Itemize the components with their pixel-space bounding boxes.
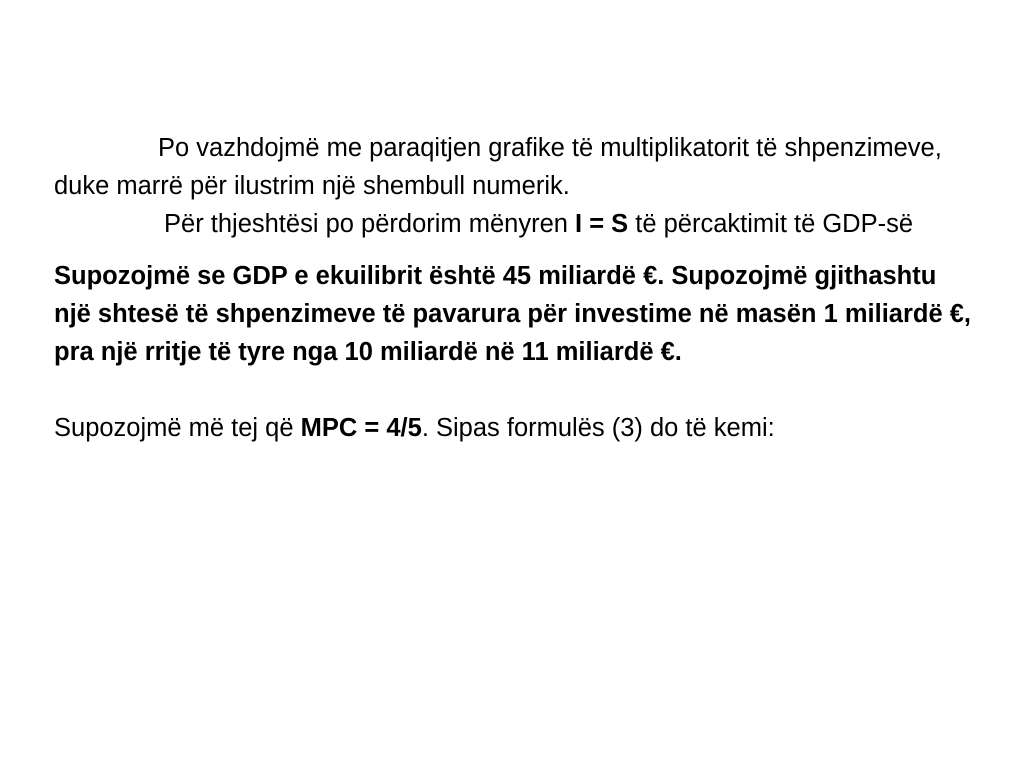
slide-content — [54, 129, 974, 447]
method-text-before: Për thjeshtësi po përdorim mënyren — [164, 210, 576, 238]
mpc-text-before: Supozojmë më tej që — [54, 414, 301, 442]
mpc-paragraph — [54, 409, 974, 447]
mpc-formula: MPC = 4/5 — [300, 414, 422, 442]
method-paragraph — [54, 205, 974, 243]
method-formula: I = S — [575, 210, 629, 238]
method-text-after: të përcaktimit të GDP-së — [628, 210, 914, 238]
intro-paragraph: Po vazhdojmë me paraqitjen grafike të multiplikatorit të shpenzimeve, duke marrë për ilustrim një shembull numerik. — [54, 134, 942, 200]
mpc-text-after: . Sipas formulës (3) do të kemi: — [421, 414, 775, 442]
assumption-paragraph: Supozojmë se GDP e ekuilibrit është 45 miliardë €. Supozojmë gjithashtu një shtesë të shpenzimeve të pavarura për investime në masën 1 miliardë €, pra një rritje të tyre nga 10 miliardë në 11 miliardë €. — [54, 262, 971, 366]
